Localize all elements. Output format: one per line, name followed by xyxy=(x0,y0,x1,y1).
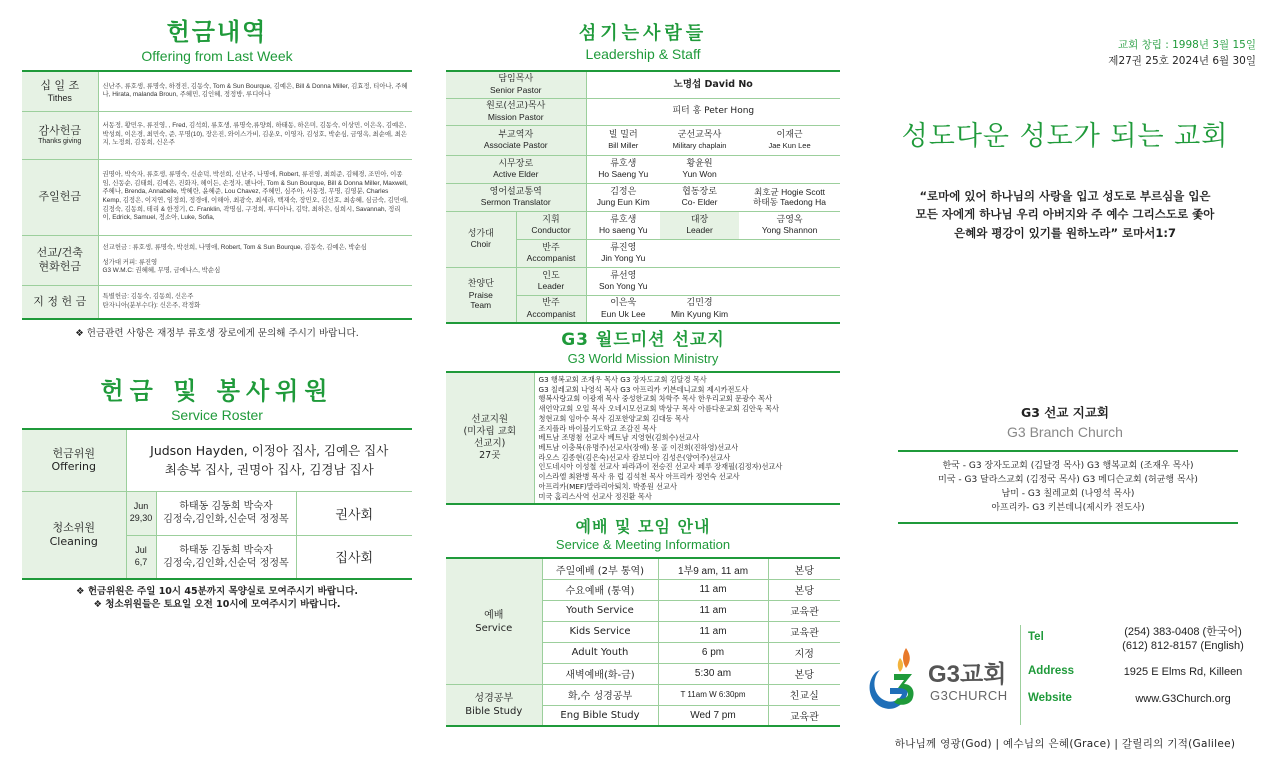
service-place: 교육관 xyxy=(768,621,840,642)
staff-row-associate xyxy=(446,125,840,155)
wmc-names: G3 W.M.C: 권혜혜, 무명, 금에나스, 박순심 xyxy=(102,267,221,275)
elder-name-en: Ho Saeng Yu xyxy=(598,169,649,180)
offering-row-mission xyxy=(22,235,412,285)
mission-item: 새언약교회 오일 목사 오네시모선교회 박상구 목사 아름다운교회 김안욱 목사 xyxy=(538,404,779,414)
service-place: 본당 xyxy=(768,663,840,684)
mission-list xyxy=(534,372,840,504)
senior-pastor-label: 담임목사 xyxy=(498,74,534,85)
worship-label-en: Service xyxy=(475,622,513,634)
staff-row-mission xyxy=(446,98,840,125)
staff-row-choir-conductor xyxy=(446,211,840,239)
divider xyxy=(1020,625,1021,725)
address-value: 1925 E Elms Rd, Killeen xyxy=(1123,665,1243,678)
worship-label: 예배 xyxy=(484,609,504,621)
logo-text-en: G3CHURCH xyxy=(930,688,1008,703)
praise-team-label-en: Praise xyxy=(468,289,493,300)
branch-item: 한국 - G3 장자도교회 (김달경 목사) G3 행복교회 (조재우 목사) xyxy=(942,461,1194,472)
service-name: 수요예배 (통역) xyxy=(542,579,658,600)
conductor-name-en: Ho saeng Yu xyxy=(598,225,648,236)
service-name: Youth Service xyxy=(542,600,658,621)
staff-title: 섬기는사람들 xyxy=(578,23,708,44)
roster-table xyxy=(22,428,412,580)
logo-text-ko: G3교회 xyxy=(928,661,1007,688)
verse-line: 은혜와 평강이 있기를 원하노라” 로마서1:7 xyxy=(954,226,1176,241)
mission-item: 아프리카(MEF)말라리아퇴치. 박종원 선교사 xyxy=(538,481,677,491)
service-name: Kids Service xyxy=(542,621,658,642)
associate-name-en: Bill Miller xyxy=(608,140,639,150)
praise-accompanist-label: 반주 xyxy=(542,298,560,309)
thanks-label-en: Thanks giving xyxy=(38,137,82,145)
church-slogan: 성도다운 성도가 되는 교회 xyxy=(901,120,1229,152)
associate-name: 빌 밀러 xyxy=(608,130,638,141)
praise-accompanist-name: 김민경 xyxy=(686,298,713,309)
co-elder-label: 협동장로 xyxy=(682,186,717,197)
cleaning-date-days: 29,30 xyxy=(129,513,153,523)
tel-korean[interactable]: (254) 383-0408 (한국어) xyxy=(1124,626,1242,638)
mission-offering-label2: 현화헌금 xyxy=(38,260,81,273)
service-name: Adult Youth xyxy=(542,642,658,663)
offering-row-thanks xyxy=(22,111,412,159)
mission-offering-names: 선교헌금 : 류호생, 류명숙, 박선희, 나명애, Robert, Tom & Sun Bourque, 김동숙, 김예은, 박순심 xyxy=(102,244,367,252)
church-logo xyxy=(870,622,1020,722)
conductor-label: 지휘 xyxy=(542,214,560,225)
service-table xyxy=(446,557,840,727)
mission-item: 베트남 조명첨 선교사 베트남 지영현(김희수)선교사 xyxy=(538,433,700,443)
associate-name-en: Military chaplain xyxy=(672,140,727,150)
service-place: 교육관 xyxy=(768,600,840,621)
mission-item: G3 행복교회 조재우 목사 G3 장자도교회 김달경 목사 xyxy=(538,375,707,384)
contact-row-tel xyxy=(1028,625,1258,654)
footer-tagline: 하나님께 영광(God) | 예수님의 은혜(Grace) | 갈릴리의 기적(Galilee) xyxy=(894,738,1236,750)
elder-name-en: Yun Won xyxy=(682,169,717,180)
translator-name: 김정은 xyxy=(610,186,637,197)
mission-subtitle: G3 World Mission Ministry xyxy=(567,351,719,366)
bible-time: Wed 7 pm xyxy=(658,705,768,726)
roster-note-offering: ❖ 헌금위원은 주일 10시 45분까지 목양실로 모여주시기 바랍니다. xyxy=(76,586,358,597)
conductor-label-en: Conductor xyxy=(531,225,571,236)
mission-support-label2: (미자립 교회 xyxy=(463,426,517,438)
branch-item: 미국 - G3 달라스교회 (김정국 목사) G3 메디슨교회 (허균행 목사) xyxy=(938,475,1198,486)
mission-pastor-label: 원로(선교)목사 xyxy=(486,101,546,111)
cover-column xyxy=(870,0,1260,750)
offering-title: 헌금내역 xyxy=(166,18,268,46)
staff-row-elder xyxy=(446,155,840,183)
service-time: 11 am xyxy=(658,621,768,642)
cleaning-group: 권사회 xyxy=(296,491,412,535)
mission-item: 베트남 이충복(유명주)선교사(장애) 몽 골 이진희(진하영)선교사 xyxy=(538,443,739,453)
roster-subtitle: Service Roster xyxy=(171,407,263,423)
elder-label: 시무장로 xyxy=(498,158,534,169)
translator-label-en: Sermon Translator xyxy=(480,197,551,208)
designated-label: 지 정 헌 금 xyxy=(33,294,87,308)
mission-item: 행복사랑교회 이광재 목사 중성한교회 차학주 목사 한우리교회 문광수 목사 xyxy=(538,394,773,404)
verse-line: “로마에 있어 하나님의 사랑을 입고 성도로 부르심을 입은 xyxy=(919,188,1211,203)
offering-row-designated xyxy=(22,285,412,319)
praise-accompanist-label-en: Accompanist xyxy=(526,309,576,320)
branch-title: G3 선교 지교회 xyxy=(1020,405,1110,421)
bible-name: 화,수 성경공부 xyxy=(542,684,658,705)
cleaning-date-month: Jun xyxy=(133,501,149,512)
offering-row-sunday xyxy=(22,159,412,235)
offering-committee-label: 헌금위원 xyxy=(52,446,95,460)
offering-table xyxy=(22,70,412,320)
choir-leader-name: 금영옥 xyxy=(776,214,803,225)
staff-column xyxy=(446,0,840,727)
mission-table xyxy=(446,371,840,505)
bible-study-label: 성경공부 xyxy=(474,693,514,705)
mission-item: 조지플라 바이블기도학교 조감진 목사 xyxy=(538,423,657,433)
co-elder-name: 최호균 Hogie Scott xyxy=(754,186,826,197)
accompanist-label-en: Accompanist xyxy=(526,253,576,264)
service-place: 본당 xyxy=(768,579,840,600)
praise-team-label: 찬양단 xyxy=(467,279,494,290)
cleaning-names-line1: 하태동 김동희 박숙자 xyxy=(179,544,273,556)
service-time: 11 am xyxy=(658,600,768,621)
bible-verse xyxy=(870,187,1260,244)
cleaning-names-line1: 하태동 김동희 박숙자 xyxy=(179,501,273,512)
staff-subtitle: Leadership & Staff xyxy=(585,46,701,62)
choir-leader-label-en: Leader xyxy=(686,225,713,236)
accompanist-label: 반주 xyxy=(542,242,560,253)
thanks-names: 서동정, 황민우, 류진영, , Fred, 김석희, 류호생, 류명숙,류양희, 하태동, 하은미, 김동숙, 이상민, 이은옥, 김예은, 박성희, 이은경, 최민숙, 준, 무명(10), 장은진, 와이스가비, 김운오, 이영자, 김성호, 박순심, 금영옥, 최순애, 최은지, 노정희, 김동희, 신은주 xyxy=(98,111,412,159)
choir-leader-label: 대장 xyxy=(690,214,709,225)
praise-accompanist-name: 이은욱 xyxy=(610,298,637,309)
service-place: 본당 xyxy=(768,558,840,579)
staff-row-translator xyxy=(446,183,840,211)
service-title: 예배 및 모임 안내 xyxy=(575,517,711,537)
mission-item: 이스라엘 최완병 목사 유 럽 김석천 목사 아프리카 정연숙 선교사 xyxy=(538,472,740,482)
contact-row-website xyxy=(1028,690,1258,706)
service-name: 주일예배 (2부 통역) xyxy=(542,558,658,579)
mission-offering-label: 선교/건축 xyxy=(36,246,83,260)
website-link[interactable]: www.G3Church.org xyxy=(1135,692,1231,705)
service-time: 11 am xyxy=(658,579,768,600)
elder-name: 류호생 xyxy=(610,158,637,169)
sunday-offering-names: 권명아, 박숙자, 류호생, 류명숙, 신순덕, 박선희, 신난주, 나명애, Robert, 류진영, 최희준, 김혜경, 조민아, 이종임, 신동순, 김태희, 김예은, 진화자, 헤이든, 손정자, 팬나아, Tom & Sun Bourque, Bill & Donna Miller, Maxwell, 주혜나, Brenda, Annabelle, 박혜란, 윤혜준, Lou Chavez, 주혜민, 심주아, 서동정, 무명, 김영분, Charles Kemp, 김정은, 이지연, 임정희, 정경애, 이해아, 최광숙, 최세라, 백재숙, 장민오, 김선호, 최송혜, 심금숙, 김민애, 김정숙, 김동희, 테리 & 한정기, C. Franklin, 곽명심, 구정희, 루디아나, 김탁, 최하은, 심희시, Savannah, 정리이, Edrick, Samuel, 정소아, Luke, Sofia, xyxy=(98,159,412,235)
cleaning-group: 집사회 xyxy=(335,551,374,567)
mission-pastor-name: 피터 홍 Peter Hong xyxy=(586,98,840,125)
mission-item: 인도네시아 이성철 선교사 파라과이 전승진 선교사 페루 장재필(김정자)선교사 xyxy=(538,462,783,472)
tithes-label: 십 일 조 xyxy=(40,78,80,92)
praise-leader-label: 인도 xyxy=(542,270,560,281)
roster-cleaning-row-1 xyxy=(22,491,412,535)
g3-logo-icon xyxy=(866,644,922,714)
cleaning-label-en: Cleaning xyxy=(49,534,98,548)
thanks-label: 감사헌금 xyxy=(38,123,81,137)
sunday-offering-label: 주일헌금 xyxy=(38,190,81,204)
branch-item: 아프리카- G3 키븐데니(제시카 전도사) xyxy=(991,503,1145,514)
special-offering-names: 특별헌금: 김동숙, 김동희, 신은주 xyxy=(102,293,194,301)
co-elder-label-en: Co- Elder xyxy=(681,197,718,208)
mission-item: 청현교회 임아수 목사 김포한양교회 김대동 목사 xyxy=(538,413,689,423)
bible-time: T 11am W 6:30pm xyxy=(658,684,768,705)
staff-row-senior xyxy=(446,71,840,98)
accompanist-name: 류진영 xyxy=(610,242,637,253)
cleaning-names-line2: 김정숙,김인화,신순덕 정정목 xyxy=(163,514,289,525)
offering-row-tithes xyxy=(22,71,412,111)
associate-pastor-label-en: Associate Pastor xyxy=(483,140,548,151)
associate-name-en: Jae Kun Lee xyxy=(768,140,811,150)
mission-item: 라오스 김종현(김은숙)선교사 캄보디아 김성은(양여주)선교사 xyxy=(538,452,731,462)
tithes-label-en: Tithes xyxy=(47,92,72,103)
offering-committee-line1: Judson Hayden, 이정아 집사, 김예은 집사 xyxy=(150,442,389,458)
branch-item: 남미 - G3 칠레교회 (나영석 목사) xyxy=(1001,489,1135,500)
translator-label: 영어설교통역 xyxy=(489,186,542,197)
founded-date: 교회 창립 : 1998년 3월 15일 xyxy=(1118,39,1256,51)
cleaning-date-days: 6,7 xyxy=(134,556,148,567)
branch-list xyxy=(898,450,1238,524)
contact-info xyxy=(1028,625,1258,717)
associate-name: 이재근 xyxy=(776,130,803,141)
cleaning-names-line2: 김정숙,김인화,신순덕 정정목 xyxy=(163,557,289,569)
mission-support-label3: 선교지) xyxy=(474,438,506,450)
roster-offering-row xyxy=(22,429,412,491)
issue-info xyxy=(870,0,1260,70)
choir-leader-name-en: Yong Shannon xyxy=(761,225,818,236)
staff-table xyxy=(446,70,840,324)
associate-name: 군선교목사 xyxy=(677,130,722,141)
mission-support-label: 선교지원 xyxy=(471,414,509,426)
translator-name-en: Jung Eun Kim xyxy=(596,197,650,208)
cleaning-label: 청소위원 xyxy=(52,521,95,534)
service-place: 지정 xyxy=(768,642,840,663)
praise-leader-name-en: Son Yong Yu xyxy=(598,281,648,292)
offering-committee-label-en: Offering xyxy=(51,460,97,474)
praise-accompanist-name-en: Eun Uk Lee xyxy=(601,309,646,320)
service-subtitle: Service & Meeting Information xyxy=(555,537,731,553)
senior-pastor-name: 노명섭 David No xyxy=(586,71,840,98)
bible-place: 친교실 xyxy=(768,684,840,705)
offering-subtitle: Offering from Last Week xyxy=(141,48,293,64)
mission-count: 27곳 xyxy=(479,450,501,462)
service-row xyxy=(446,558,840,579)
co-elder-name: 하태동 Taedong Ha xyxy=(753,197,826,207)
bible-row xyxy=(446,684,840,705)
cleaning-date-month: Jul xyxy=(135,545,147,556)
praise-leader-label-en: Leader xyxy=(537,281,565,292)
roster-note-cleaning: ❖ 청소위원들은 토요일 오전 10시에 모여주시기 바랍니다. xyxy=(93,598,341,610)
mission-item: 미국 홈리스사역 선교사 정진환 목사 xyxy=(538,491,652,501)
tanzania-offering-names: 탄자니아(분부수다): 신은주, 곽정화 xyxy=(102,301,201,309)
bible-place: 교육관 xyxy=(789,712,819,724)
mission-item: G3 칠레교회 나영석 목사 G3 아프리카 키븐데니교회 제시카전도사 xyxy=(538,384,749,394)
issue-number: 제27권 25호 2024년 6월 30일 xyxy=(1108,54,1256,67)
branch-subtitle: G3 Branch Church xyxy=(1007,424,1123,441)
address-label: Address xyxy=(1028,664,1075,677)
choir-coffee-names: 성가대 커피: 류진영 xyxy=(102,258,158,266)
tel-english[interactable]: (612) 812-8157 (English) xyxy=(1122,640,1244,653)
offering-committee-line2: 최송복 집사, 권명아 집사, 김경남 집사 xyxy=(164,462,374,478)
verse-line: 모든 자에게 하나님 우리 아버지와 주 예수 그리스도로 좇아 xyxy=(915,207,1215,222)
choir-label: 성가대 xyxy=(467,228,494,239)
offering-note: ❖ 헌금관련 사항은 재정부 류호생 장로에게 문의해 주시기 바랍니다. xyxy=(75,328,359,339)
conductor-name: 류호생 xyxy=(610,214,637,225)
roster-title: 헌금 및 봉사위원 xyxy=(100,377,334,405)
service-time: 1부9 am, 11 am xyxy=(658,558,768,579)
associate-pastor-label: 부교역자 xyxy=(498,129,534,140)
senior-pastor-label-en: Senior Pastor xyxy=(490,85,542,96)
service-name: 새벽예배(화-금) xyxy=(542,663,658,684)
service-time: 5:30 am xyxy=(658,663,768,684)
praise-leader-name: 류선영 xyxy=(610,270,637,281)
mission-title: G3 월드미션 선교지 xyxy=(561,330,725,350)
service-time: 6 pm xyxy=(658,642,768,663)
praise-team-label-en2: Team xyxy=(470,300,492,311)
accompanist-name-en: Jin Yong Yu xyxy=(601,253,646,264)
praise-accompanist-name-en: Min Kyung Kim xyxy=(670,309,729,320)
choir-label-en: Choir xyxy=(470,239,491,250)
tel-label: Tel xyxy=(1028,631,1044,643)
mission-pastor-label-en: Mission Pastor xyxy=(487,111,544,122)
bible-study-label-en: Bible Study xyxy=(465,706,523,718)
staff-row-praise-leader xyxy=(446,267,840,295)
elder-name: 황윤원 xyxy=(686,158,713,169)
website-label: Website xyxy=(1028,691,1072,704)
elder-label-en: Active Elder xyxy=(493,169,539,180)
tithes-names: 신난주, 류호생, 류명숙, 하경진, 김동숙, Tom & Sun Bourque, 김예은, Bill & Donna Miller, 김효정, 티아나, 주혜나, Hirata, malanda Broun, 주혜민, 김인혜, 정정방, 루디아나 xyxy=(98,71,412,111)
contact-row-address xyxy=(1028,665,1258,679)
offering-column xyxy=(22,0,412,612)
bible-name: Eng Bible Study xyxy=(542,705,658,726)
